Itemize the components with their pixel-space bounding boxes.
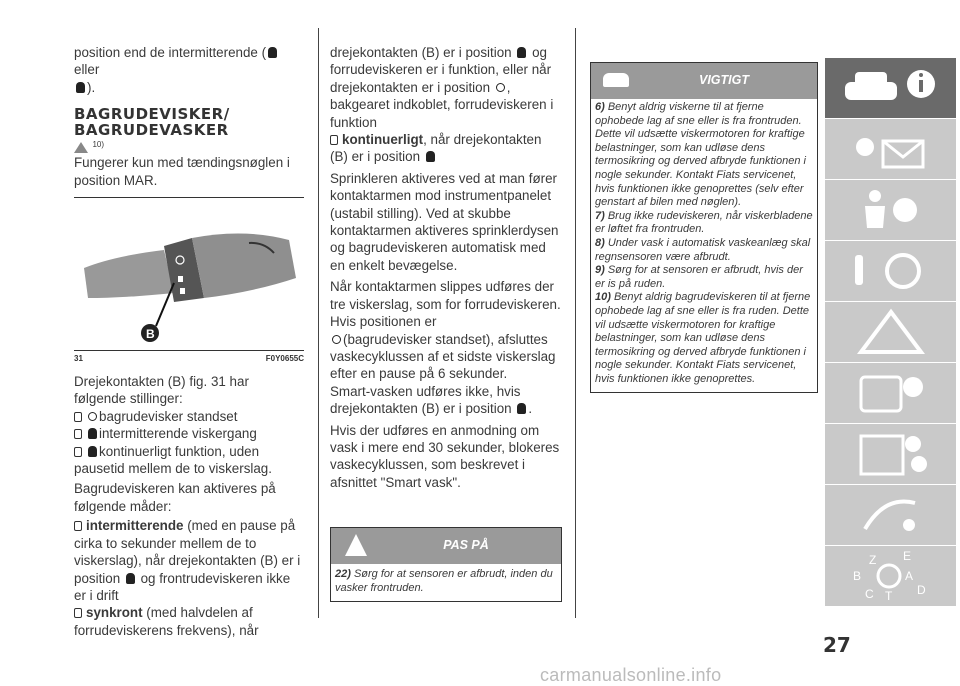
- column-divider-1: [318, 28, 319, 618]
- figure-caption: 31 F0Y0655C: [74, 350, 304, 363]
- section-heading: BAGRUDEVISKER/ BAGRUDEVASKER: [74, 105, 230, 140]
- important-item-9: 9) Sørg for at sensoren er afbrudt, hvis der er is på ruden.: [595, 264, 803, 290]
- car-info-icon: [825, 58, 956, 118]
- bullet-icon: [74, 608, 82, 618]
- svg-text:B: B: [853, 569, 862, 583]
- paragraph-smart-wash: Smart-vasken udføres ikke, hvis drejekontakten (B) er i position .: [330, 383, 533, 417]
- index-icon: [825, 546, 956, 606]
- svg-text:E: E: [903, 549, 912, 563]
- svg-text:D: D: [917, 583, 926, 597]
- intro-text: position end de intermitterende ( eller ).: [74, 44, 304, 96]
- tab-warning-lights[interactable]: [825, 119, 956, 180]
- emergency-icon: [825, 302, 956, 362]
- specs-icon: [825, 424, 956, 484]
- list-item-continuous-mode: kontinuerligt, når drejekontakten (B) er i position: [330, 132, 542, 165]
- column-3: [590, 62, 818, 393]
- paragraph-release: Når kontaktarmen slippes udføres der tre viskerslag, som for forrudeviskeren. Hvis positionen er (bagrudevisker standset), afsluttes vaskecyklussen af et sidste viskerslag efter en pause på 6 sekunder.: [330, 279, 561, 382]
- figure-callout-b: B: [146, 327, 155, 342]
- intermittent-symbol-icon: [517, 47, 526, 58]
- tab-safety[interactable]: [825, 180, 956, 241]
- intermittent-symbol-icon: [126, 573, 135, 584]
- paragraph-mar: Fungerer kun med tændingsnøglen i position MAR.: [74, 155, 290, 188]
- bullet-icon: [74, 521, 82, 531]
- intermittent-symbol-icon: [268, 47, 277, 58]
- list-item-intermittent-mode: intermitterende (med en pause på cirka to sekunder mellem de to viskerslag), når drejekontakten (B) er i position og frontrudeviskeren ikke er i drift: [74, 518, 301, 603]
- tab-car-info[interactable]: [825, 58, 956, 119]
- important-item-7: 7) Brug ikke rudeviskeren, når viskerbladene er løftet fra frontruden.: [595, 209, 813, 236]
- list-item-continuous: kontinuerligt funktion, uden pausetid mellem de to viskerslag.: [74, 443, 272, 477]
- safety-airbag-icon: [825, 180, 956, 240]
- maintenance-icon: [825, 363, 956, 423]
- warning-lights-icon: [825, 119, 956, 179]
- column-1: [74, 0, 304, 639]
- continuous-symbol-icon: [76, 82, 85, 93]
- important-item-6: 6) Benyt aldrig viskerne til at fjerne ophobede lag af sne eller is fra frontruden. Dette vil udsætte viskermotoren for kraftige belastninger, som kan udløse dens termosikring og derved afbryde funktionen i nogle sekunder. Kontakt Fiats servicenet, hvis funktionen ikke genoprettes (selv efter genstart af bilen med nøglen).: [595, 101, 806, 209]
- svg-text:A: A: [905, 569, 914, 583]
- page-number: 27: [823, 633, 851, 657]
- chapter-sidebar: [825, 58, 956, 607]
- paragraph-sync-cont: drejekontakten (B) er i position og forrudeviskeren er i funktion, eller når drejekontakten er i position , bakgearet indkoblet, forrudeviskeren i funktion: [330, 45, 554, 130]
- caution-box-body: 22) Sørg for at sensoren er afbrudt, inden du vasker frontruden.: [335, 568, 553, 594]
- intermittent-symbol-icon: [88, 428, 97, 439]
- important-item-8: 8) Under vask i automatisk vaskeanlæg skal regnsensoren være afbrudt.: [595, 236, 811, 263]
- important-box: [590, 62, 818, 393]
- list-item-intermittent: intermitterende viskergang: [74, 425, 304, 442]
- column-2: [330, 0, 562, 602]
- paragraph-30-seconds: Hvis der udføres en anmodning om vask i mere end 30 sekunder, blokeres vaskecyklussen, som beskrevet i afsnittet "Smart vask".: [330, 422, 560, 490]
- multimedia-icon: [825, 485, 956, 545]
- continuous-symbol-icon: [88, 446, 97, 457]
- footer-watermark: carmanualsonline.info: [540, 665, 722, 685]
- svg-text:C: C: [865, 587, 874, 601]
- off-symbol-icon: [88, 412, 97, 421]
- svg-text:T: T: [885, 589, 893, 603]
- off-symbol-icon: [496, 83, 505, 92]
- heading-ref: 10): [74, 140, 304, 154]
- tab-multimedia[interactable]: [825, 485, 956, 546]
- tab-specs[interactable]: [825, 424, 956, 485]
- caution-box: [330, 527, 562, 602]
- important-box-header: VIGTIGT: [591, 63, 817, 99]
- tab-index[interactable]: [825, 546, 956, 607]
- off-symbol-icon: [332, 335, 341, 344]
- bullet-icon: [74, 412, 82, 422]
- tab-maintenance[interactable]: [825, 363, 956, 424]
- caution-box-header: PAS PÅ: [331, 528, 561, 564]
- list-item-sync-mode: synkront (med halvdelen af forrudeviskerens frekvens), når: [74, 605, 259, 638]
- continuous-symbol-icon: [426, 151, 435, 162]
- important-box-body: [591, 99, 817, 392]
- continuous-symbol-icon: [517, 403, 526, 414]
- figure-31: [74, 197, 304, 350]
- stalk-illustration: [74, 198, 304, 348]
- column-divider-2: [575, 28, 576, 618]
- bullet-icon: [74, 429, 82, 439]
- warning-triangle-icon: [74, 142, 88, 153]
- list-item-stop: bagrudevisker standset: [74, 408, 304, 425]
- bullet-icon: [74, 447, 82, 457]
- paragraph-positions: Drejekontakten (B) fig. 31 har følgende stillinger:: [74, 374, 249, 407]
- bullet-icon: [330, 135, 338, 145]
- paragraph-activation: Bagrudeviskeren kan aktiveres på følgende måder:: [74, 481, 276, 514]
- important-item-10: 10) Benyt aldrig bagrudeviskeren til at fjerne ophobede lag af sne eller is fra ruden. Dette vil udsætte viskermotoren for kraftige belastninger, som kan udløse dens termosikring og derved afbryde funktionen i nogle sekunder. Kontakt Fiats servicenet, hvis funktionen ikke genoprettes.: [595, 291, 811, 385]
- paragraph-sprinkler: Sprinkleren aktiveres ved at man fører kontaktarmen mod instrumentpanelet (ustabil stilling). Ved at skubbe kontaktarmen aktiveres sprinklerdysen og bagrudeviskeren automatisk med en enkelt bevægelse.: [330, 170, 559, 273]
- tab-emergency[interactable]: [825, 302, 956, 363]
- svg-text:Z: Z: [869, 553, 877, 567]
- start-drive-icon: [825, 241, 956, 301]
- tab-start-drive[interactable]: [825, 241, 956, 302]
